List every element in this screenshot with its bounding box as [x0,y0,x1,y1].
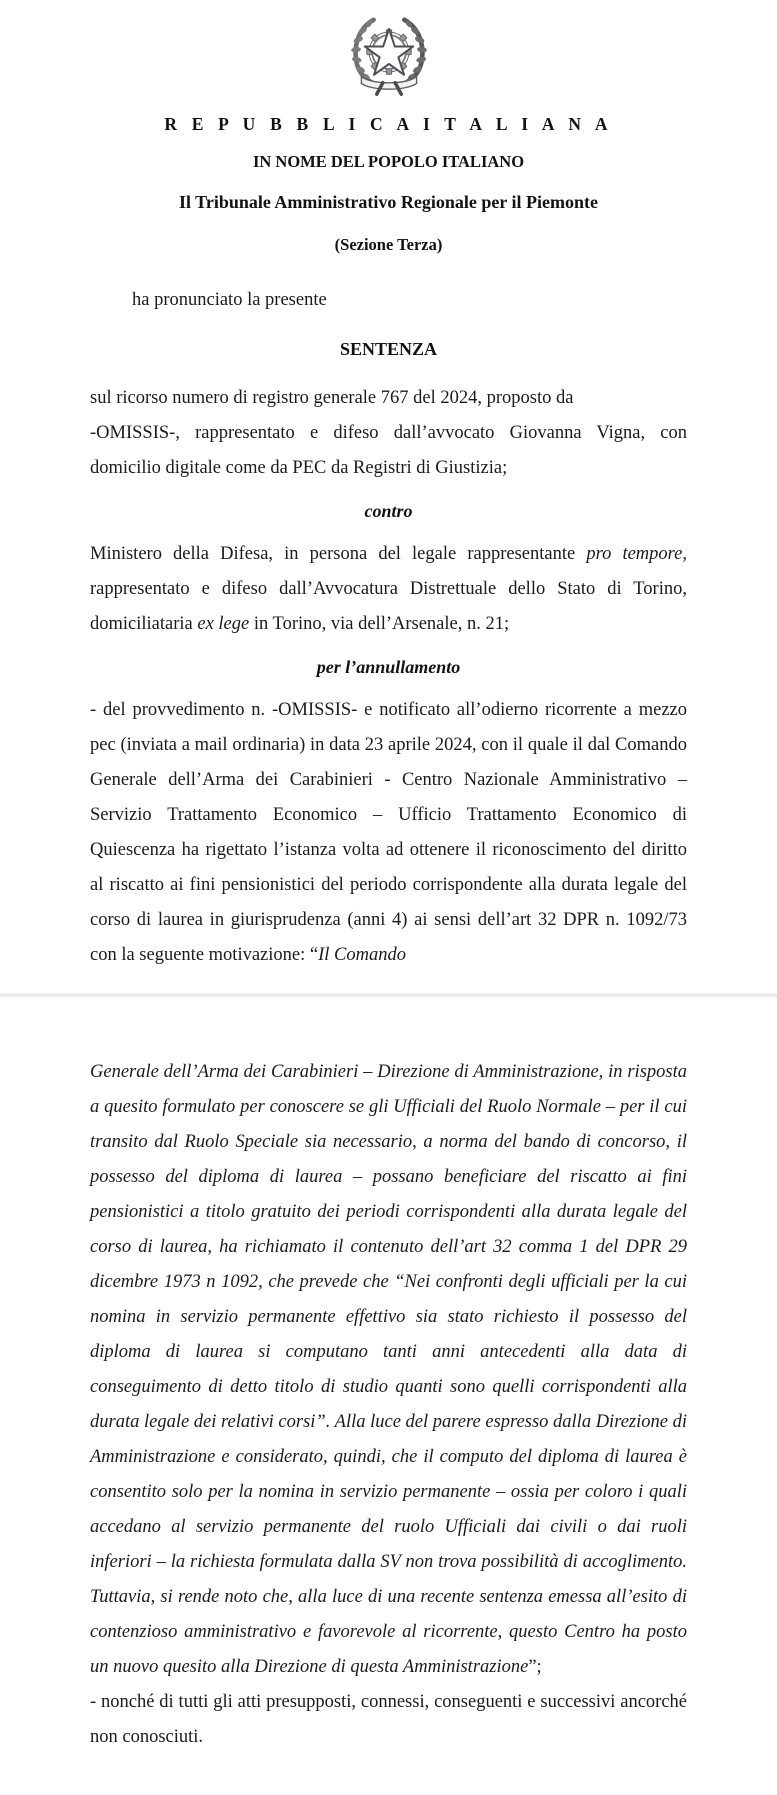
resistente-paragraph [90,537,687,642]
quote-close-mark: ”; [528,1657,542,1678]
subtitle-sezione: (Sezione Terza) [334,235,443,255]
document-page-2 [0,997,777,1795]
contro-heading: contro [364,501,413,522]
subtitle-tribunale: Il Tribunale Amministrativo Regionale per il Piemonte [179,191,598,212]
sentenza-heading: SENTENZA [339,339,438,360]
resistente-italic-ex-lege: ex lege [197,614,250,635]
resistente-text-2: , rappresentato e difeso dall’Avvocatura Distrettuale dello Stato di Torino, domiciliataria [90,544,688,635]
provvedimento-text: - del provvedimento n. -OMISSIS- e notificato all’odierno ricorrente a mezzo pec (inviata a mail ordinaria) in data 23 aprile 2024, con il quale il dal Comando Generale dell’Arma dei Carabinieri - Centro Nazionale Amministrativo – Servizio Trattamento Economico – Ufficio Trattamento Economico di Quiescenza ha rigettato l’istanza volta ad ottenere il riconoscimento del diritto al riscatto ai fini pensionistici del periodo corrispondente alla durata legale del corso di laurea in giurisprudenza (anni 4) ai sensi dell’art 32 DPR n. 1092/73 con la seguente motivazione: “ [90,700,687,966]
page-title-republic: R E P U B B L I C A I T A L I A N A [164,114,613,134]
resistente-text-1: Ministero della Difesa, in persona del legale rappresentante [90,544,587,565]
quote-continuation-paragraph [90,1055,687,1685]
annullamento-heading: per l’annullamento [316,657,461,678]
emblem-of-italy-icon [343,6,435,98]
atti-connessi-paragraph: - nonché di tutti gli atti presupposti, connessi, conseguenti e successivi ancorché non conosciuti. [90,1692,687,1748]
quote-continuation-text: Generale dell’Arma dei Carabinieri – Direzione di Amministrazione, in risposta a quesito formulato per conoscere se gli Ufficiali del Ruolo Normale – per il cui transito dal Ruolo Speciale sia necessario, a norma del bando di concorso, il possesso del diploma di laurea – possano beneficiare del riscatto ai fini pensionistici a titolo gratuito dei periodi corrispondenti alla durata legale del corso di laurea, ha richiamato il contenuto dell’art 32 comma 1 del DPR 29 dicembre 1973 n 1092, che prevede che “Nei confronti degli ufficiali per la cui nomina in servizio permanente effettivo sia stato richiesto il possesso del diploma di laurea si computano tanti anni antecedenti alla data di conseguimento di detto titolo di studio quanti sono quelli corrispondenti alla durata legale dei relativi corsi”. Alla luce del parere espresso dalla Direzione di Amministrazione e considerato, quindi, che il computo del diploma di laurea è consentito solo per la nomina in servizio permanente – ossia per coloro i quali accedano al servizio permanente del ruolo Ufficiali dai civili o dai ruoli inferiori – la richiesta formulata dalla SV non trova possibilità di accoglimento. Tuttavia, si rende noto che, alla luce di una recente sentenza emessa all’esito di contenzioso amministrativo e favorevole al ricorrente, questo Centro ha posto un nuovo quesito alla Direzione di questa Amministrazione [90,1062,687,1678]
ricorso-intro: sul ricorso numero di registro generale 767 del 2024, proposto da [90,388,574,409]
ricorrente-paragraph: -OMISSIS-, rappresentato e difeso dall’avvocato Giovanna Vigna, con domicilio digitale come da PEC da Registri di Giustizia; [90,423,687,479]
provvedimento-quote-start: Il Comando [318,945,406,966]
emblem-container [90,0,687,104]
pronuncia-line: ha pronunciato la presente [132,290,327,311]
resistente-italic-pro-tempore: pro tempore [586,544,683,565]
resistente-text-3: in Torino, via dell’Arsenale, n. 21; [249,614,510,635]
provvedimento-paragraph [90,693,687,973]
subtitle-in-nome-del-popolo: IN NOME DEL POPOLO ITALIANO [252,152,525,171]
